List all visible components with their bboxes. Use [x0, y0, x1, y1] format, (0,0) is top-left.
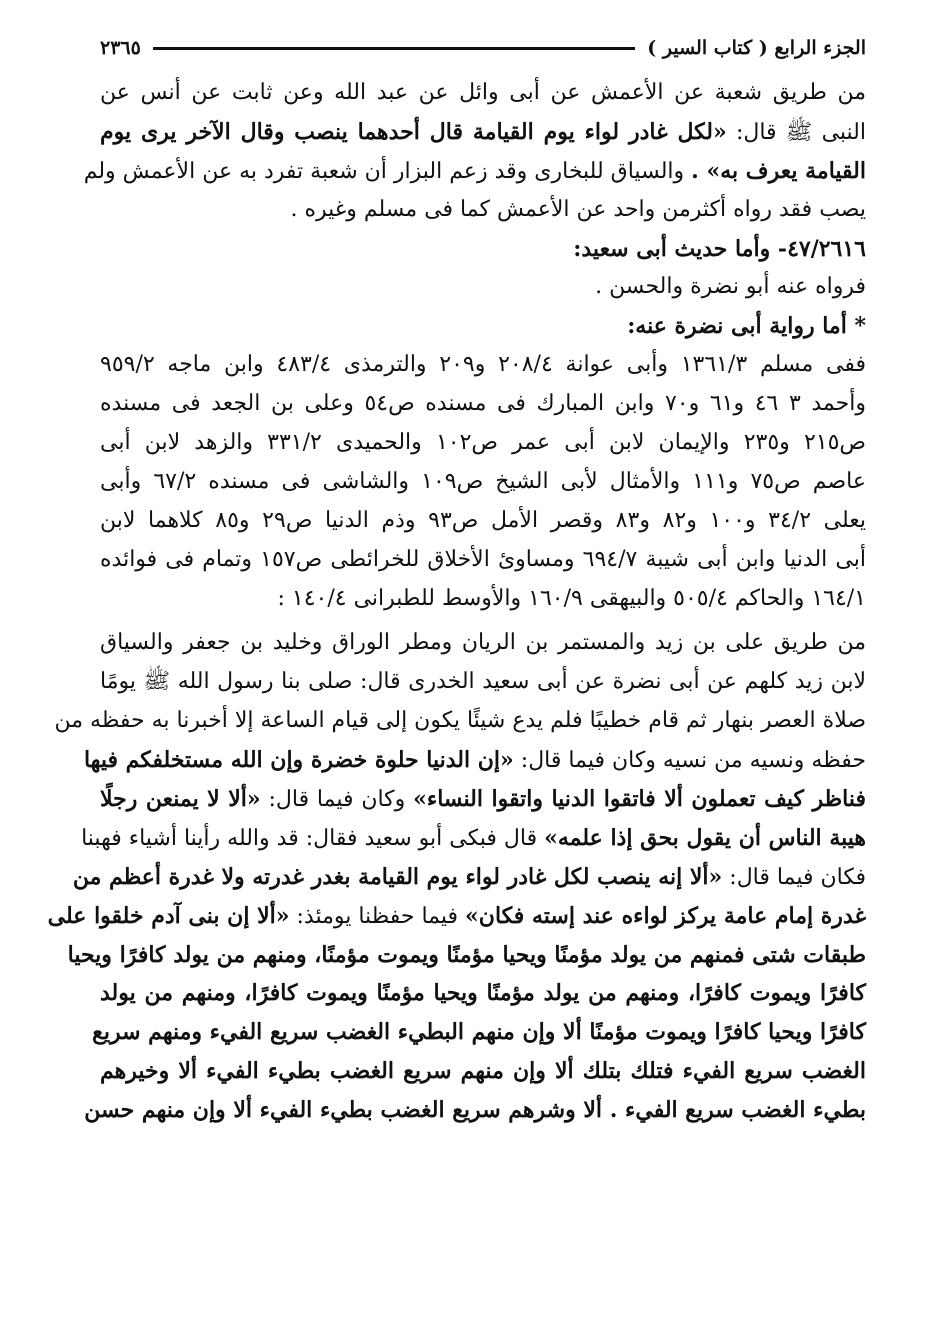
text-line: يعلى ٣٤/٢ و١٠٠ و٨٢ و٨٣ وقصر الأمل ص٩٣ وذم الدنيا ص٢٩ و٨٥ كلاهما لابن [100, 507, 867, 533]
section-heading: ٤٧/٢٦١٦- وأما حديث أبى سعيد: [573, 235, 866, 262]
text-line [81, 819, 866, 858]
hadith-quote: «ألا إنه ينصب لكل غادر لواء يوم القيامة بغدر غدرته ولا غدرة أعظم من [72, 863, 723, 890]
page-body [47, 74, 867, 1130]
text-line: كافرًا ويموت كافرًا، ومنهم من يولد مؤمنًا ويحيا مؤمنًا ويموت كافرًا، ومنهم من يولد [100, 980, 866, 1007]
line-text: فكان فيما قال: [722, 864, 866, 890]
hadith-quote: «لكل غادر لواء يوم القيامة قال أحدهما ينصب وقال الآخر يرى يوم [100, 118, 727, 145]
text-line: بطيء الغضب سريع الفيء . ألا وشرهم سريع الغضب بطيء الفيء ألا وإن منهم حسن [84, 1097, 866, 1124]
text-line [100, 780, 866, 819]
line-text: وكان فيما قال: [260, 787, 414, 813]
text-line: عاصم ص٧٥ و١١١ والأمثال لأبى الشيخ ص١٠٩ والشاشى فى مسنده ٦٧/٢ وأبى [100, 468, 866, 494]
header-rule [153, 47, 635, 50]
text-line [100, 113, 866, 152]
text-line [83, 152, 866, 191]
hadith-quote: «إن الدنيا حلوة خضرة وإن الله مستخلفكم فيها [83, 747, 514, 774]
text-line: يصب فقد رواه أكثرمن واحد عن الأعمش كما فى مسلم وغيره . [290, 196, 866, 222]
line-text: فيما حفظنا يومئذ: [289, 903, 466, 929]
text-line: أبى الدنيا وابن أبى شيبة ٦٩٤/٧ ومساوئ الأخلاق للخرائطى ص١٥٧ وتمام فى فوائده [100, 546, 866, 572]
text-line: كافرًا ويحيا كافرًا ويموت مؤمنًا ألا وإن منهم البطيء الغضب سريع الفيء ومنهم سريع [92, 1019, 866, 1046]
narrators-line: فرواه عنه أبو نضرة والحسن . [595, 274, 866, 300]
line-text: والسياق للبخارى وقد زعم البزار أن شعبة تفرد به عن الأعمش ولم [83, 158, 692, 184]
hadith-quote: «ألا إن بنى آدم خلقوا على [47, 902, 290, 929]
header-title: الجزء الرابع ( كتاب السير ) [647, 37, 866, 59]
text-line [47, 897, 866, 936]
paragraph-2-references [100, 346, 866, 618]
line-text: النبى ﷺ قال: [726, 119, 866, 145]
text-line: الغضب سريع الفيء فتلك بتلك ألا وإن منهم سريع الغضب بطيء الفيء ألا وخيرهم [100, 1058, 866, 1085]
text-line: طبقات شتى فمنهم من يولد مؤمنًا ويحيا مؤمنًا ويموت مؤمنًا، ومنهم من يولد كافرًا ويحيا [67, 941, 866, 968]
running-header [100, 28, 866, 68]
hadith-quote: غدرة إمام عامة يركز لواءه عند إسته فكان» [465, 902, 866, 929]
text-line: من طريق شعبة عن الأعمش عن أبى وائل عن عبد الله وعن ثابت عن أنس عن [100, 80, 866, 105]
page-number: ٢٣٦٥ [100, 37, 141, 59]
text-line: من طريق على بن زيد والمستمر بن الريان ومطر الوراق وخليد بن جعفر والسياق [100, 630, 866, 656]
hadith-quote: القيامة يعرف به» . [691, 157, 866, 184]
line-text: قال فبكى أبو سعيد فقال: قد والله رأينا أشياء فهبنا [81, 825, 545, 851]
hadith-quote: فناظر كيف تعملون ألا فاتقوا الدنيا واتقوا النساء» [413, 786, 867, 813]
hadith-quote: هيبة الناس أن يقول بحق إذا علمه» [544, 824, 866, 851]
text-line: ١٦٤/١ والحاكم ٥٠٥/٤ والبيهقى ١٦٠/٩ والأوسط للطبرانى ١٤٠/٤ : [277, 585, 866, 611]
text-line: وأحمد ٣ ٤٦ و٦١ و٧٠ وابن المبارك فى مسنده ص٥٤ وعلى بن الجعد فى مسنده [100, 391, 866, 417]
text-line: لابن زيد كلهم عن أبى نضرة عن أبى سعيد الخدرى قال: صلى بنا رسول الله ﷺ يومًا [100, 669, 866, 695]
text-line: ففى مسلم ١٣٦١/٣ وأبى عوانة ٢٠٨/٤ و٢٠٩ والترمذى ٤٨٣/٤ وابن ماجه ٩٥٩/٢ [100, 352, 866, 378]
paragraph-1 [83, 74, 866, 230]
text-line [72, 858, 866, 897]
paragraph-3 [47, 624, 867, 1130]
text-line: ص٢١٥ و٢٣٥ والإيمان لابن أبى عمر ص١٠٢ والحميدى ٣٣١/٢ والزهد لابن أبى [100, 430, 866, 456]
sub-heading: * أما رواية أبى نضرة عنه: [627, 313, 866, 340]
text-line [83, 741, 866, 780]
line-text: حفظه ونسيه من نسيه وكان فيما قال: [513, 748, 866, 774]
text-line: صلاة العصر بنهار ثم قام خطيبًا فلم يدع شيئًا يكون إلى قيام الساعة إلا أخبرنا به حفظه من [54, 708, 866, 734]
hadith-quote: «ألا لا يمنعن رجلًا [100, 786, 261, 813]
